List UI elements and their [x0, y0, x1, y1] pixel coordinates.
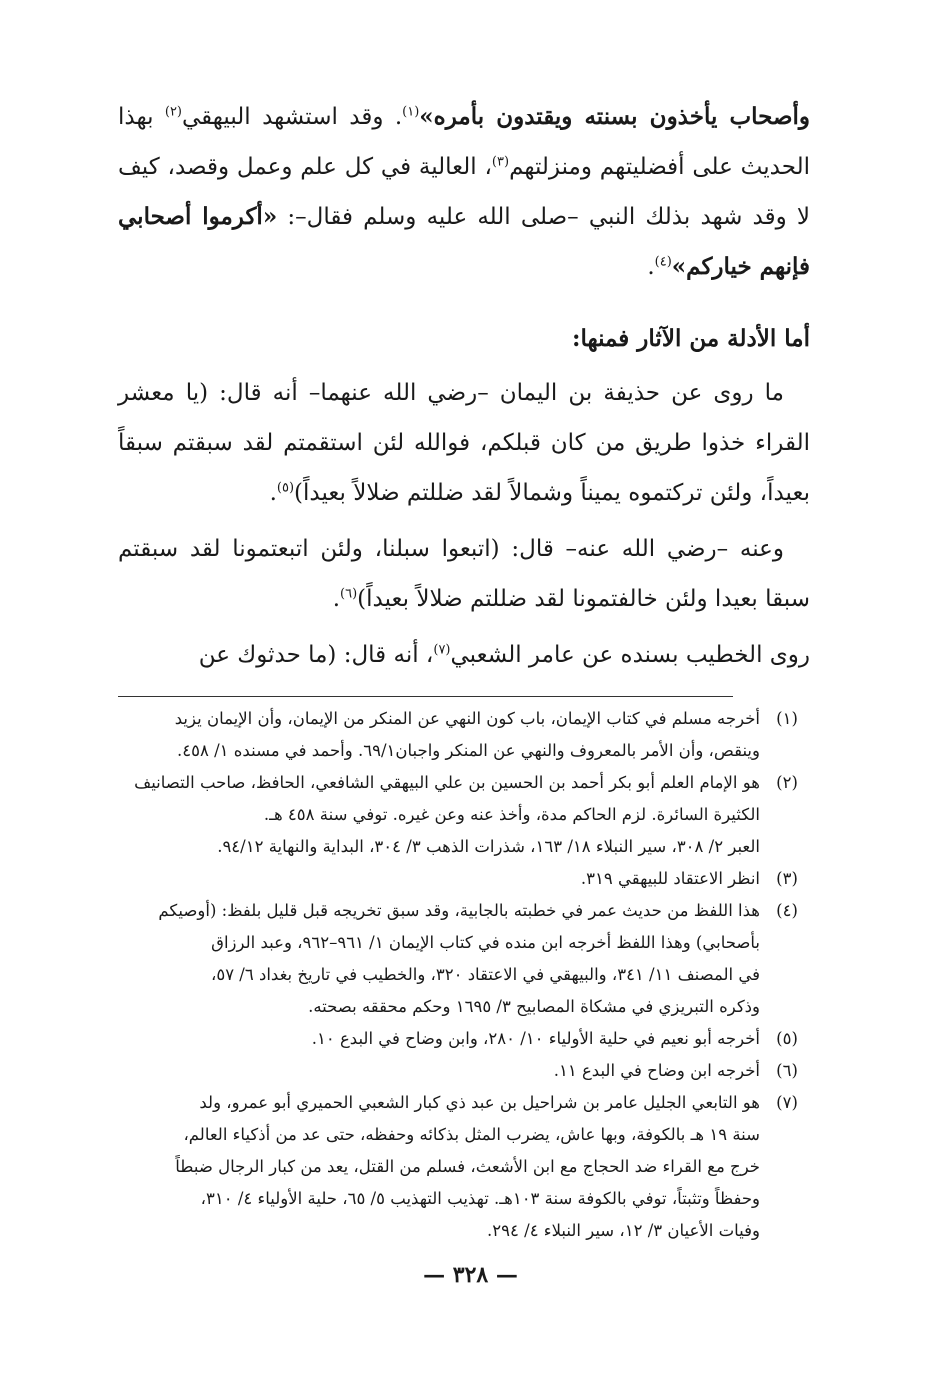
footnote-line: في المصنف ١١/ ٣٤١، والبيهقي في الاعتقاد ٣٢٠، والخطيب في تاريخ بغداد ٦/ ٥٧، [211, 965, 760, 984]
footnote-ref: (٦) [340, 586, 358, 602]
footnote-ref: (٥) [276, 480, 295, 496]
section-heading: أما الأدلة من الآثار فمنها: [571, 325, 810, 352]
footnote-line: وفيات الأعيان ٣/ ١٢، سير النبلاء ٤/ ٢٩٤. [487, 1221, 760, 1240]
paragraph-hadith-ending [118, 92, 810, 292]
footnote-3 [118, 863, 810, 895]
paragraph-text: ، العالية في كل علم وعمل وقصد، كيف لا وقد شهد بذلك النبي –صلى الله عليه وسلم فقال–: [118, 154, 810, 230]
main-text [118, 92, 810, 680]
paragraph-text: بهذا الحديث على أفضليتهم ومنزلتهم [118, 104, 810, 180]
footnote-number: (٢) [776, 773, 798, 792]
footnote-number: (٣) [776, 869, 798, 888]
footnote-line: سنة ١٩ هـ بالكوفة، وبها عاش، يضرب المثل بذكائه وحفظه، حتى عد من أذكياء العالم، [183, 1125, 760, 1144]
paragraph-text: . وقد استشهد البيهقي [182, 104, 403, 130]
footnote-4 [118, 895, 810, 1023]
footnote-number: (١) [776, 709, 798, 728]
footnote-2 [118, 767, 810, 863]
hadith-quote: «أكرموا أصحابي فإنهم خياركم» [118, 203, 810, 280]
paragraph-text: . [332, 586, 340, 612]
footnote-line: هو الإمام العلم أبو بكر أحمد بن الحسين بن علي البيهقي الشافعي، الحافظ، صاحب التصانيف [134, 773, 760, 792]
footnote-divider [118, 696, 733, 697]
footnote-line: أخرجه ابن وضاح في البدع ١١. [553, 1061, 760, 1080]
footnote-line: العبر ٢/ ٣٠٨، سير النبلاء ١٨/ ١٦٣، شذرات الذهب ٣/ ٣٠٤، البداية والنهاية ٩٤/١٢. [217, 837, 760, 856]
footnote-number: (٤) [776, 901, 798, 920]
footnote-ref: (٣) [491, 154, 510, 170]
footnote-line: وينقص، وأن الأمر بالمعروف والنهي عن المنكر واجبان٦٩/١. وأحمد في مسنده ١/ ٤٥٨. [177, 741, 760, 760]
footnote-number: (٧) [776, 1093, 798, 1112]
footnote-line: أخرجه أبو نعيم في حلية الأولياء ١٠/ ٢٨٠، وابن وضاح في البدع ١٠. [311, 1029, 760, 1048]
footnote-ref: (٢) [164, 104, 182, 120]
footnotes [118, 703, 810, 1247]
document-page [118, 92, 810, 1247]
footnote-number: (٥) [776, 1029, 798, 1048]
footnote-ref: (٤) [654, 254, 672, 270]
footnote-line: هو التابعي الجليل عامر بن شراحيل بن عبد ذي كبار الشعبي الحميري أبو عمرو، ولد [199, 1093, 760, 1112]
hadith-quote: وأصحاب يأخذون بسنته ويقتدون بأمره» [419, 103, 810, 130]
paragraph-text: . [647, 254, 655, 280]
footnote-line: خرج مع القراء ضد الحجاج مع ابن الأشعث، فسلم من القتل، يعد من كبار الرجال ضبطاً [175, 1157, 760, 1176]
paragraph-text: ، أنه قال: (ما حدثوك عن [198, 642, 434, 668]
footnote-line: بأصحابي) وهذا اللفظ أخرجه ابن منده في كتاب الإيمان ١/ ٩٦١–٩٦٢، وعبد الرزاق [211, 933, 760, 952]
footnote-line: وحفظاً وتثبتاً، توفي بالكوفة سنة ١٠٣هـ. تهذيب التهذيب ٥/ ٦٥، حلية الأولياء ٤/ ٣١٠، [200, 1189, 760, 1208]
footnote-ref: (١) [402, 104, 420, 120]
footnote-6 [118, 1055, 810, 1087]
paragraph-text: . [269, 480, 277, 506]
footnote-line: الكثيرة السائرة. لزم الحاكم مدة، وأخذ عنه وعن غيره. توفي سنة ٤٥٨ هـ. [263, 805, 760, 824]
footnote-1 [118, 703, 810, 767]
paragraph-text: ما روى عن حذيفة بن اليمان –رضي الله عنهما– أنه قال: (يا معشر القراء خذوا طريق من كان قبلكم، فوالله لئن استقمتم لقد سبقتم سبقاً بعيداً، ولئن تركتموه يميناً وشمالاً لقد ضللتم ضلالاً بعيداً) [118, 380, 810, 506]
footnote-7 [118, 1087, 810, 1247]
footnote-line: وذكره التبريزي في مشكاة المصابيح ٣/ ١٦٩٥ وحكم محققه بصحته. [308, 997, 760, 1016]
footnote-line: أخرجه مسلم في كتاب الإيمان، باب كون النهي عن المنكر من الإيمان، وأن الإيمان يزيد [174, 709, 760, 728]
page-number: — ٣٢٨ — [423, 1262, 518, 1288]
footnote-number: (٦) [776, 1061, 798, 1080]
paragraph-hudhayfa [118, 368, 810, 518]
footnote-ref: (٧) [433, 642, 451, 658]
paragraph-text: وعنه –رضي الله عنه– قال: (اتبعوا سبلنا، ولئن اتبعتمونا لقد سبقتم سبقا بعيدا ولئن خالفتمونا لقد ضللتم ضلالاً بعيداً) [118, 536, 810, 612]
paragraph-follow-us [118, 524, 810, 624]
footnote-5 [118, 1023, 810, 1055]
paragraph-shabi [118, 630, 810, 680]
footnote-line: انظر الاعتقاد للبيهقي ٣١٩. [580, 869, 760, 888]
paragraph-text: روى الخطيب بسنده عن عامر الشعبي [450, 642, 810, 668]
footnote-line: هذا اللفظ من حديث عمر في خطبته بالجابية، وقد سبق تخريجه قبل قليل بلفظ: (أوصيكم [158, 901, 760, 920]
